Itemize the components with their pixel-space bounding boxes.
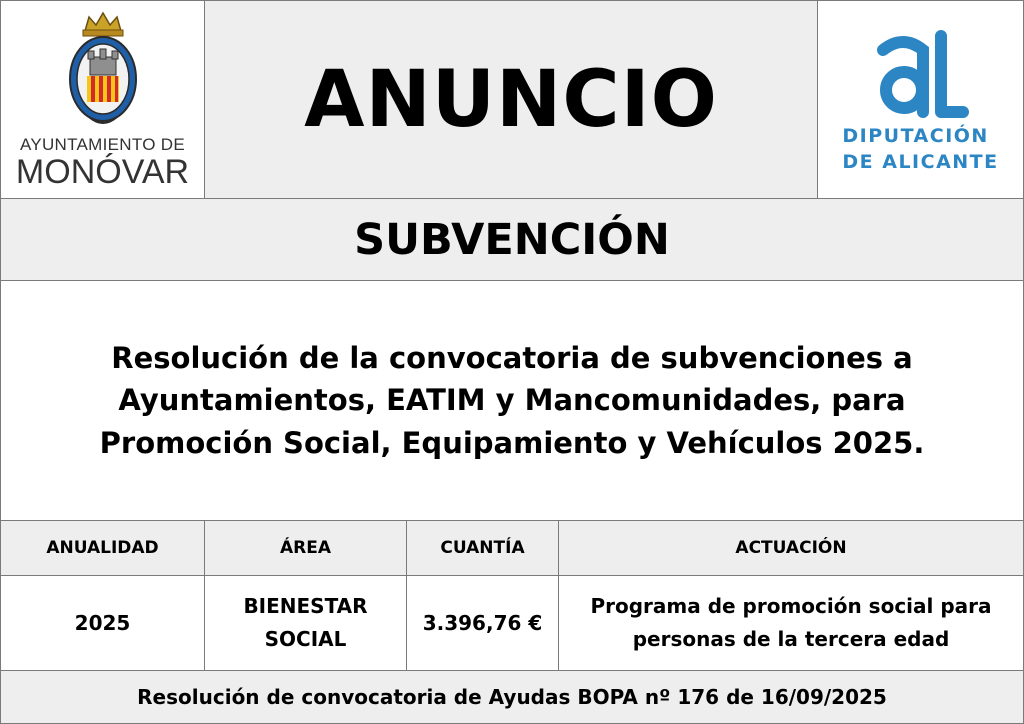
subtitle: SUBVENCIÓN	[354, 214, 670, 265]
description-line3: Promoción Social, Equipamiento y Vehículos 2025.	[99, 425, 925, 460]
cell-area	[204, 575, 407, 671]
province-line1: DIPUTACIÓN	[842, 124, 989, 147]
description-line1: Resolución de la convocatoria de subvenciones a	[111, 340, 913, 375]
description	[100, 337, 925, 465]
column-header-anualidad: ANUALIDAD	[0, 520, 205, 576]
cell-area-line1: BIENESTAR	[243, 594, 368, 618]
monovar-logo-block	[0, 0, 205, 199]
cell-anualidad: 2025	[0, 575, 205, 671]
diputacion-logo-block	[817, 0, 1024, 199]
subtitle-cell	[0, 198, 1024, 281]
municipality-line1: AYUNTAMIENTO DE	[19, 134, 186, 154]
cell-actuacion-line1: Programa de promoción social para	[590, 594, 992, 618]
column-header-actuacion: ACTUACIÓN	[558, 520, 1024, 576]
page-title: ANUNCIO	[304, 54, 718, 145]
municipality-line2: MONÓVAR	[15, 152, 190, 191]
cell-actuacion	[558, 575, 1024, 671]
province-name	[842, 124, 998, 175]
description-line2: Ayuntamientos, EATIM y Mancomunidades, para	[118, 383, 906, 418]
column-header-area: ÁREA	[204, 520, 407, 576]
cell-actuacion-line2: personas de la tercera edad	[632, 627, 950, 651]
title-cell	[204, 0, 818, 199]
column-header-cuantia: CUANTÍA	[406, 520, 559, 576]
description-cell	[0, 280, 1024, 521]
cell-cuantia: 3.396,76 €	[406, 575, 559, 671]
province-line2: DE ALICANTE	[842, 150, 999, 173]
footer-reference: Resolución de convocatoria de Ayudas BOPA nº 176 de 16/09/2025	[0, 670, 1024, 724]
monovar-coat-of-arms-icon	[63, 9, 143, 129]
cell-area-line2: SOCIAL	[264, 627, 347, 651]
diputacion-al-logo-icon	[871, 24, 971, 124]
